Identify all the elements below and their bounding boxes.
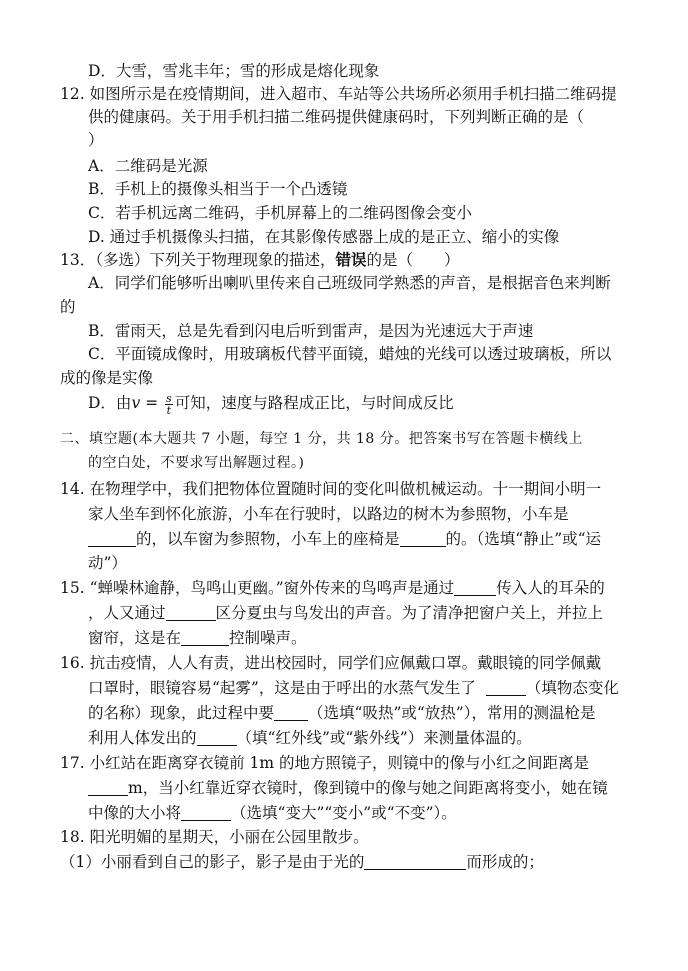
q15-line1	[60, 577, 605, 599]
q14-line3-mid: 的，以车窗为参照物，小车上的座椅是	[136, 530, 400, 548]
fraction-numerator: s	[166, 391, 172, 405]
q16-line3-end: （选填“吸热”或“放热”），常用的测温枪是	[308, 704, 596, 722]
q17-line1: 17. 小红站在距离穿衣镜前 1m 的地方照镜子，则镜中的像与小红之间距离是	[60, 754, 589, 772]
q15-line3-end: 控制噪声。	[229, 629, 307, 647]
q16-line2-start: 口罩时，眼镜容易“起雾”，这是由于呼出的水蒸气发生了	[88, 679, 476, 697]
q14-line2: 家人坐车到怀化旅游，小车在行驶时，以路边的树木为参照物，小车是	[88, 505, 569, 523]
q18-line1: 18. 阳光明媚的星期天，小丽在公园里散步。	[60, 828, 369, 846]
q16-line4-start: 利用人体发出的	[88, 729, 197, 747]
q13-stem-emphasis: 错误	[335, 250, 367, 269]
q17-line3-end: （选填“变大”“变小”或“不变”）。	[231, 804, 457, 822]
q13-option-d-prefix: D．由	[88, 394, 132, 412]
q16-line4	[88, 727, 532, 749]
q14-line3-end: 的。（选填“静止”或“运	[445, 530, 602, 548]
q14-line1: 14. 在物理学中，我们把物体位置随时间的变化叫做机械运动。十一期间小明一	[60, 480, 602, 498]
q18-line2-end: 而形成的；	[466, 853, 544, 871]
fraction-denominator: t	[166, 403, 172, 417]
q18-line2-start: （1）小丽看到自己的影子，影子是由于光的	[60, 853, 365, 871]
q17-line3	[88, 802, 457, 824]
q15-line3	[88, 627, 307, 649]
q14-line3	[88, 528, 601, 550]
q12-option-d: D. 通过手机摄像头扫描，在其影像传感器上成的是正立、缩小的实像	[88, 228, 560, 246]
q11-option-d: D．大雪，雪兆丰年；雪的形成是熔化现象	[88, 62, 380, 80]
formula-v: v	[131, 394, 141, 412]
answer-blank[interactable]	[166, 604, 216, 621]
q18-line2	[60, 851, 544, 873]
q13-option-d-text: 可知，速度与路程成正比，与时间成反比	[174, 394, 454, 412]
formula-equals: =	[140, 394, 164, 412]
q12-stem-line1: 12. 如图所示是在疫情期间，进入超市、车站等公共场所必须用手机扫描二维码提	[60, 85, 617, 103]
q15-line1-start: 15. “蝉噪林逾静，鸟鸣山更幽。”窗外传来的鸟鸣声是通过	[60, 579, 455, 597]
answer-blank[interactable]	[400, 530, 446, 547]
q16-line2	[88, 677, 619, 699]
q16-line3	[88, 702, 595, 724]
q16-line3-start: 的名称）现象，此过程中要	[88, 704, 275, 722]
q15-line2-end: 区分夏虫与鸟发出的声音。为了清净把窗户关上，并拉上	[215, 604, 604, 622]
q17-line2	[88, 777, 608, 799]
section-2-heading-line1: 二、填空题(本大题共 7 小题，每空 1 分，共 18 分。把答案书写在答题卡横线上	[60, 431, 583, 447]
answer-blank[interactable]	[486, 679, 526, 696]
answer-blank[interactable]	[181, 629, 229, 646]
q13-option-c-line1: C．平面镜成像时，用玻璃板代替平面镜，蜡烛的光线可以透过玻璃板，所以	[88, 345, 612, 363]
q13-option-d	[88, 390, 454, 416]
answer-blank[interactable]	[454, 579, 496, 596]
answer-blank[interactable]	[274, 704, 308, 721]
q16-line2-end: （填物态变化	[525, 679, 619, 697]
q15-line2-start: ，人又通过	[88, 604, 166, 622]
q15-line2	[88, 602, 603, 624]
answer-blank[interactable]	[364, 853, 466, 870]
q12-stem-line2: 供的健康码。关于用手机扫描二维码提供健康码时，下列判断正确的是（	[88, 108, 585, 126]
q12-stem-line3: ）	[88, 131, 104, 149]
formula-fraction	[165, 393, 173, 416]
answer-blank[interactable]	[181, 804, 231, 821]
q12-option-a: A．二维码是光源	[88, 157, 208, 175]
answer-blank[interactable]	[88, 530, 136, 547]
q15-line1-end: 传入人的耳朵的	[496, 579, 605, 597]
q13-option-b: B．雷雨天，总是先看到闪电后听到雷声，是因为光速远大于声速	[88, 322, 534, 340]
q17-line2-text: m，当小红靠近穿衣镜时，像到镜中的像与她之间距离将变小，她在镜	[128, 779, 608, 797]
q13-stem	[60, 249, 460, 271]
q16-line4-end: （填“红外线”或“紫外线”）来测量体温的。	[236, 729, 532, 747]
q16-line1: 16. 抗击疫情，人人有责，进出校园时，同学们应佩戴口罩。戴眼镜的同学佩戴	[60, 654, 602, 672]
q13-option-a-line2: 的	[60, 298, 76, 316]
q13-option-c-line2: 成的像是实像	[60, 369, 154, 387]
q13-stem-end: 的是（ ）	[366, 251, 460, 269]
q12-option-c: C．若手机远离二维码，手机屏幕上的二维码图像会变小	[88, 204, 472, 222]
q17-line3-start: 中像的大小将	[88, 804, 182, 822]
q12-option-b: B．手机上的摄像头相当于一个凸透镜	[88, 180, 348, 198]
answer-blank[interactable]	[197, 729, 237, 746]
answer-blank[interactable]	[88, 779, 128, 796]
q14-line4: 动”）	[88, 554, 127, 572]
section-2-heading-line2: 的空白处，不要求写出解题过程。)	[88, 455, 305, 471]
q15-line3-start: 窗帘，这是在	[88, 629, 182, 647]
q13-stem-text: 13．（多选）下列关于物理现象的描述，	[60, 251, 336, 269]
q13-option-a-line1: A．同学们能够听出喇叭里传来自己班级同学熟悉的声音，是根据音色来判断	[88, 274, 611, 292]
